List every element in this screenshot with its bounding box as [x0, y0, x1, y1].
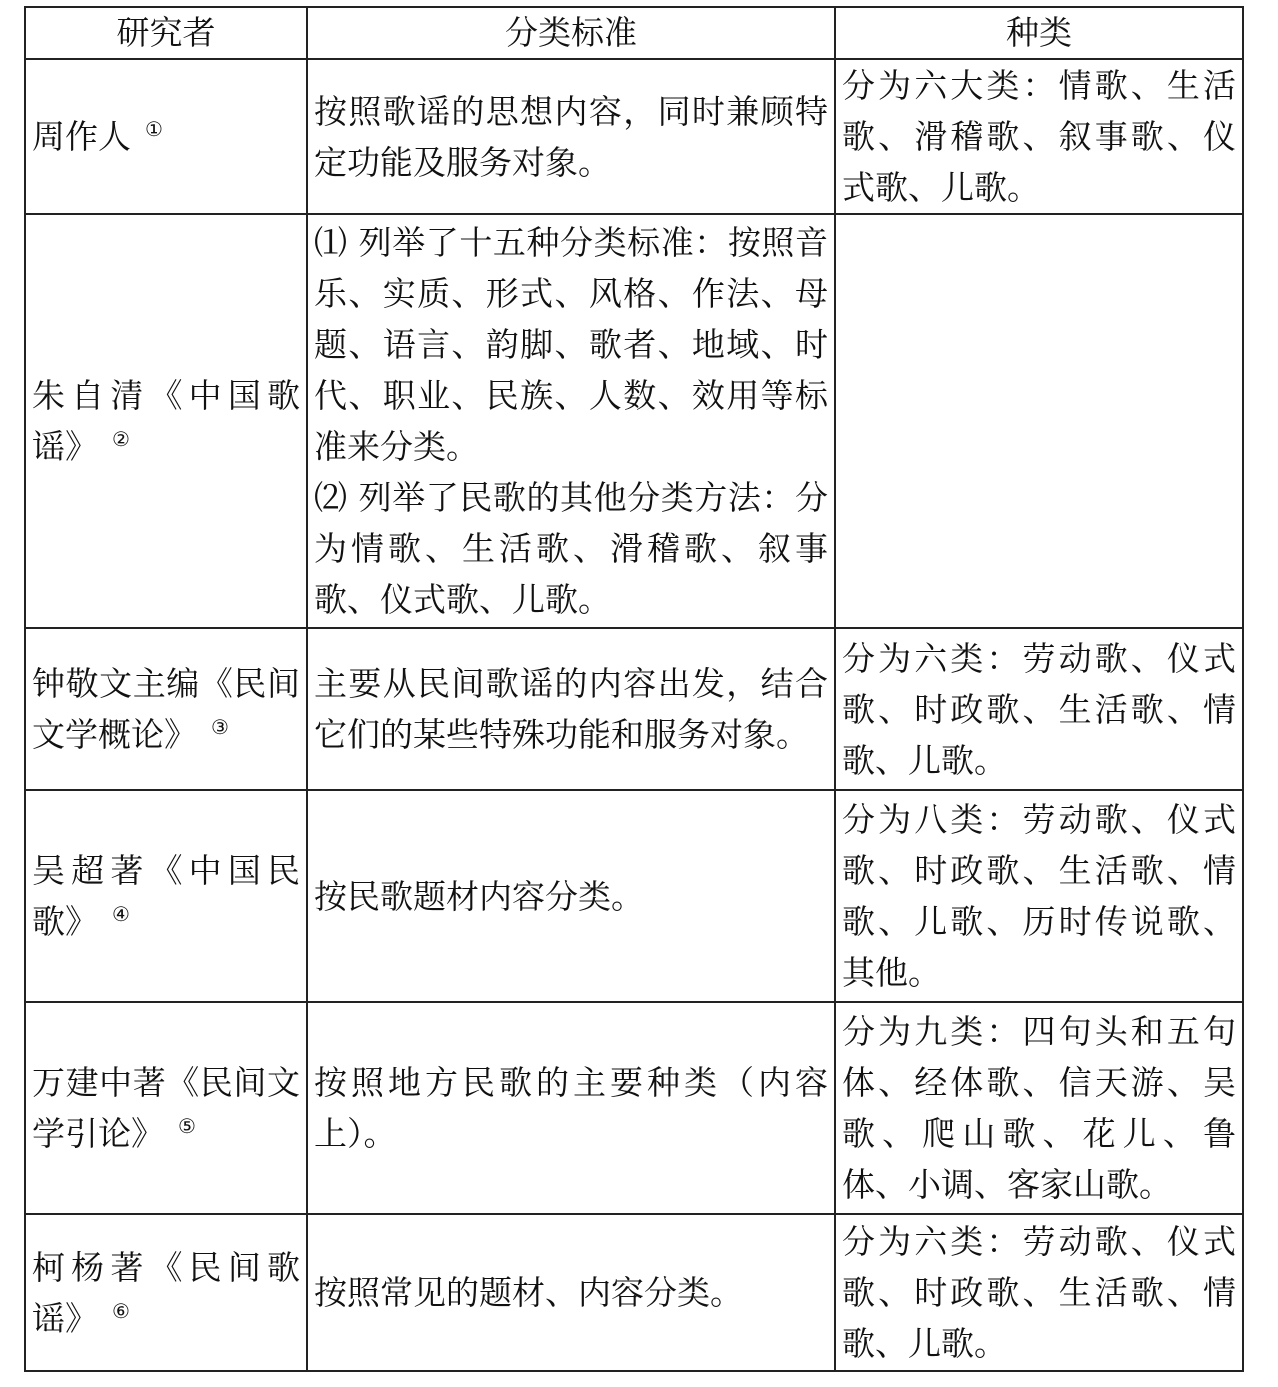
standard-text: 按照地方民歌的主要种类（内容上）。 [314, 1063, 828, 1153]
standard-cell [307, 214, 835, 628]
footnote-marker: ④ [112, 902, 130, 926]
types-cell [835, 214, 1243, 628]
researcher-cell [25, 214, 307, 628]
standard-cell [307, 1214, 835, 1371]
researcher-name: 周作人 [32, 117, 131, 156]
standard-text: ⑴ 列举了十五种分类标准：按照音乐、实质、形式、风格、作法、母题、语言、韵脚、歌者、地域、时代、职业、民族、人数、效用等标准来分类。 [314, 223, 828, 466]
footnote-marker: ② [112, 427, 130, 451]
header-standard: 分类标准 [307, 7, 835, 59]
researcher-name: 柯杨著《民间歌谣》 [32, 1247, 300, 1338]
researcher-cell [25, 1002, 307, 1214]
table-row [25, 628, 1243, 790]
standard-cell [307, 790, 835, 1002]
table-row [25, 1214, 1243, 1371]
footnote-marker: ③ [211, 715, 229, 739]
researcher-name: 钟敬文主编《民间文学概论》 [32, 664, 300, 754]
standard-cell [307, 628, 835, 790]
header-row [25, 7, 1243, 59]
standard-text: 按照歌谣的思想内容，同时兼顾特定功能及服务对象。 [314, 91, 828, 182]
standard-cell [307, 1002, 835, 1214]
standard-text: 按民歌题材内容分类。 [314, 876, 644, 916]
researcher-name: 朱自清《中国歌谣》 [32, 376, 300, 466]
standard-text: 主要从民间歌谣的内容出发，结合它们的某些特殊功能和服务对象。 [314, 664, 828, 754]
classification-table [24, 6, 1244, 1372]
researcher-name: 吴超著《中国民歌》 [32, 851, 300, 941]
table-row [25, 214, 1243, 628]
types-cell: 分为九类：四句头和五句体、经体歌、信天游、吴歌、爬山歌、花儿、鲁体、小调、客家山歌。 [835, 1002, 1243, 1214]
researcher-cell [25, 628, 307, 790]
standard-text: ⑵ 列举了民歌的其他分类方法：分为情歌、生活歌、滑稽歌、叙事歌、仪式歌、儿歌。 [314, 478, 828, 619]
standard-text: 按照常见的题材、内容分类。 [314, 1273, 743, 1312]
footnote-marker: ① [145, 117, 163, 141]
types-cell: 分为六大类：情歌、生活歌、滑稽歌、叙事歌、仪式歌、儿歌。 [835, 59, 1243, 214]
types-cell: 分为六类：劳动歌、仪式歌、时政歌、生活歌、情歌、儿歌。 [835, 628, 1243, 790]
researcher-name: 万建中著《民间文学引论》 [32, 1063, 300, 1153]
table-row [25, 790, 1243, 1002]
footnote-marker: ⑥ [112, 1298, 130, 1323]
types-cell: 分为六类：劳动歌、仪式歌、时政歌、生活歌、情歌、儿歌。 [835, 1214, 1243, 1371]
table-row [25, 59, 1243, 214]
table-row [25, 1002, 1243, 1214]
header-types: 种类 [835, 7, 1243, 59]
types-cell: 分为八类：劳动歌、仪式歌、时政歌、生活歌、情歌、儿歌、历时传说歌、其他。 [835, 790, 1243, 1002]
researcher-cell [25, 1214, 307, 1371]
standard-cell [307, 59, 835, 214]
researcher-cell [25, 790, 307, 1002]
researcher-cell [25, 59, 307, 214]
footnote-marker: ⑤ [178, 1114, 196, 1138]
header-researcher: 研究者 [25, 7, 307, 59]
